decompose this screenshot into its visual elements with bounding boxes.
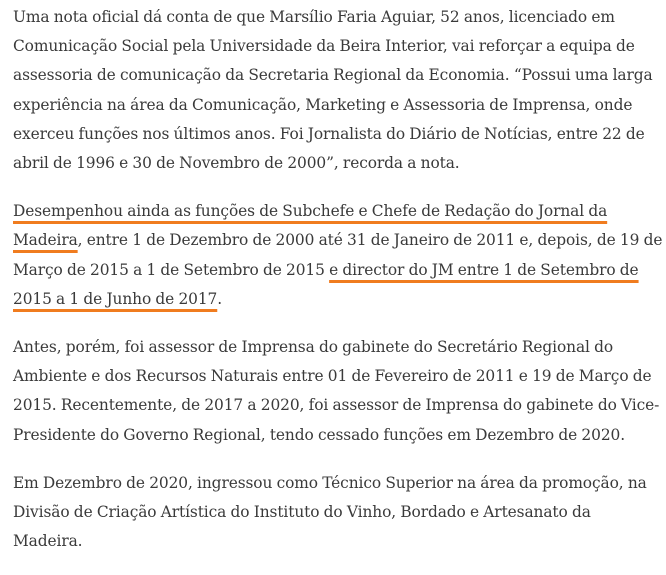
highlighted-text-subchefe: Desempenhou ainda as funções de Subchefe e Chefe de Redação do Jornal da Madeira <box>13 202 608 250</box>
paragraph-text: , entre 1 de Dezembro de 2000 até 31 de Janeiro de 2011 e, depois, de 19 de Março de 2015 a 1 de Setembro de 2015 <box>13 231 663 279</box>
paragraph-current-role: Em Dezembro de 2020, ingressou como Técnico Superior na área da promoção, na Divisão de Criação Artística do Instituto do Vinho, Bordado e Artesanato da Madeira. <box>13 473 647 551</box>
paragraph-career-madeira <box>13 197 663 314</box>
article-body <box>13 3 663 575</box>
paragraph-text-end: . <box>217 289 223 308</box>
paragraph-press-advisor: Antes, porém, foi assessor de Imprensa do gabinete do Secretário Regional do Ambiente e dos Recursos Naturais entre 01 de Fevereiro de 2011 e 19 de Março de 2015. Recentemente, de 2017 a 2020, foi assessor de Imprensa do gabinete do Vice-Presidente do Governo Regional, tendo cessado funções em Dezembro de 2020. <box>13 338 660 444</box>
paragraph-appointment-note: Uma nota oficial dá conta de que Marsílio Faria Aguiar, 52 anos, licenciado em Comunicação Social pela Universidade da Beira Interior, vai reforçar a equipa de assessoria de comunicação da Secretaria Regional da Economia. “Possui uma larga experiência na área da Comunicação, Marketing e Assessoria de Imprensa, onde exerceu funções nos últimos anos. Foi Jornalista do Diário de Notícias, entre 22 de abril de 1996 e 30 de Novembro de 2000”, recorda a nota. <box>13 8 653 173</box>
highlighted-text-director: e director do JM entre 1 de Setembro de 2015 a 1 de Junho de 2017 <box>13 260 639 308</box>
